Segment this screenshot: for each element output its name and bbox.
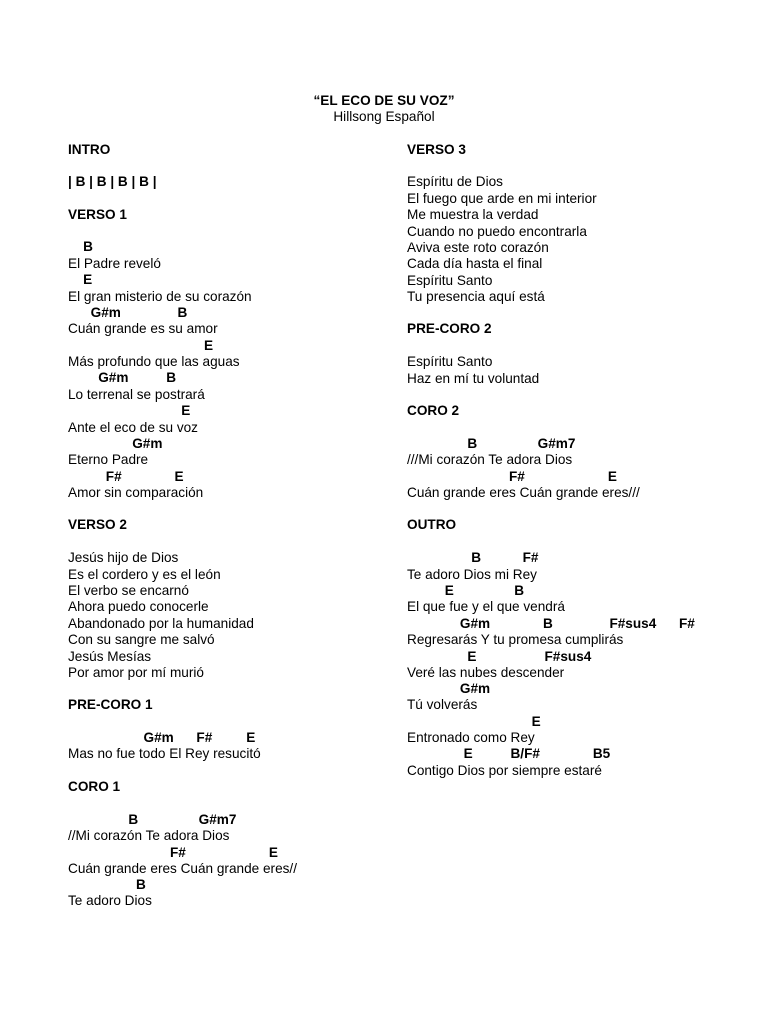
chord-line: B G#m7 [407, 436, 576, 451]
lyric-line: Por amor por mí murió [68, 665, 204, 680]
chord-line: G#m B [68, 370, 177, 385]
chord-line: G#m [68, 436, 163, 451]
lyric-line: Abandonado por la humanidad [68, 616, 254, 631]
chord-line: F# E [68, 845, 278, 860]
chord-line: E [68, 272, 93, 287]
chord-line: G#m F# E [68, 730, 256, 745]
chord-line: G#m B F#sus4 F# [407, 616, 695, 631]
lyric-line: Te adoro Dios [68, 893, 152, 908]
lyric-line: Cuán grande es su amor [68, 321, 218, 336]
song-artist: Hillsong Español [333, 109, 435, 124]
lyric-line: El que fue y el que vendrá [407, 599, 565, 614]
chord-line: E B/F# B5 [407, 746, 611, 761]
lyric-line: El fuego que arde en mi interior [407, 191, 597, 206]
lyric-line: Espíritu Santo [407, 273, 493, 288]
section-heading: INTRO [68, 142, 111, 157]
chord-line: E [407, 714, 541, 729]
chord-line: B [68, 239, 93, 254]
lyric-line: Te adoro Dios mi Rey [407, 567, 537, 582]
lyric-line: Tu presencia aquí está [407, 289, 545, 304]
lyric-line: Cuán grande eres Cuán grande eres// [68, 861, 297, 876]
chord-line: E [68, 403, 191, 418]
lyric-line: El verbo se encarnó [68, 583, 189, 598]
lyric-line: Espíritu de Dios [407, 174, 503, 189]
lyric-line: Aviva este roto corazón [407, 240, 549, 255]
lyric-line: Veré las nubes descender [407, 665, 565, 680]
lyric-line: Amor sin comparación [68, 485, 204, 500]
chord-line: E [68, 338, 214, 353]
section-heading: VERSO 2 [68, 517, 127, 532]
chord-line: E F#sus4 [407, 649, 592, 664]
lyric-line: Cuán grande eres Cuán grande eres/// [407, 485, 640, 500]
lyric-line: Lo terrenal se postrará [68, 387, 205, 402]
lyric-line: El Padre reveló [68, 256, 161, 271]
chord-line: F# E [407, 469, 617, 484]
section-heading: VERSO 1 [68, 207, 127, 222]
song-title: “EL ECO DE SU VOZ” [313, 93, 455, 108]
lyric-line: Haz en mí tu voluntad [407, 371, 540, 386]
lyric-line: Jesús hijo de Dios [68, 550, 179, 565]
lyric-line: Ahora puedo conocerle [68, 599, 209, 614]
section-heading: CORO 2 [407, 403, 460, 418]
chord-line: G#m B [68, 305, 188, 320]
lyric-line: Cuando no puedo encontrarla [407, 224, 587, 239]
section-heading: VERSO 3 [407, 142, 466, 157]
lyric-line: Ante el eco de su voz [68, 420, 198, 435]
chord-line: B [68, 877, 146, 892]
lyric-line: Me muestra la verdad [407, 207, 539, 222]
lyric-line: El gran misterio de su corazón [68, 289, 252, 304]
lyric-line: Cada día hasta el final [407, 256, 543, 271]
chord-line: F# E [68, 469, 184, 484]
lyric-line: Entronado como Rey [407, 730, 535, 745]
chord-line: E B [407, 583, 525, 598]
section-heading: PRE-CORO 1 [68, 697, 153, 712]
lyric-line: Tú volverás [407, 697, 478, 712]
lyric-line: //Mi corazón Te adora Dios [68, 828, 230, 843]
section-heading: CORO 1 [68, 779, 121, 794]
lyric-line: Más profundo que las aguas [68, 354, 240, 369]
chord-line: B G#m7 [68, 812, 237, 827]
lyric-line: Eterno Padre [68, 452, 149, 467]
chord-progression: | B | B | B | B | [68, 174, 157, 189]
section-heading: PRE-CORO 2 [407, 321, 492, 336]
lyric-line: Regresarás Y tu promesa cumplirás [407, 632, 624, 647]
lyric-line: Espíritu Santo [407, 354, 493, 369]
chord-line: G#m [407, 681, 491, 696]
lyric-line: ///Mi corazón Te adora Dios [407, 452, 573, 467]
lyric-line: Jesús Mesías [68, 649, 152, 664]
lyric-line: Contigo Dios por siempre estaré [407, 763, 602, 778]
lyric-line: Mas no fue todo El Rey resucitó [68, 746, 261, 761]
section-heading: OUTRO [407, 517, 457, 532]
chord-line: B F# [407, 550, 539, 565]
lyric-line: Con su sangre me salvó [68, 632, 215, 647]
lyric-line: Es el cordero y es el león [68, 567, 221, 582]
